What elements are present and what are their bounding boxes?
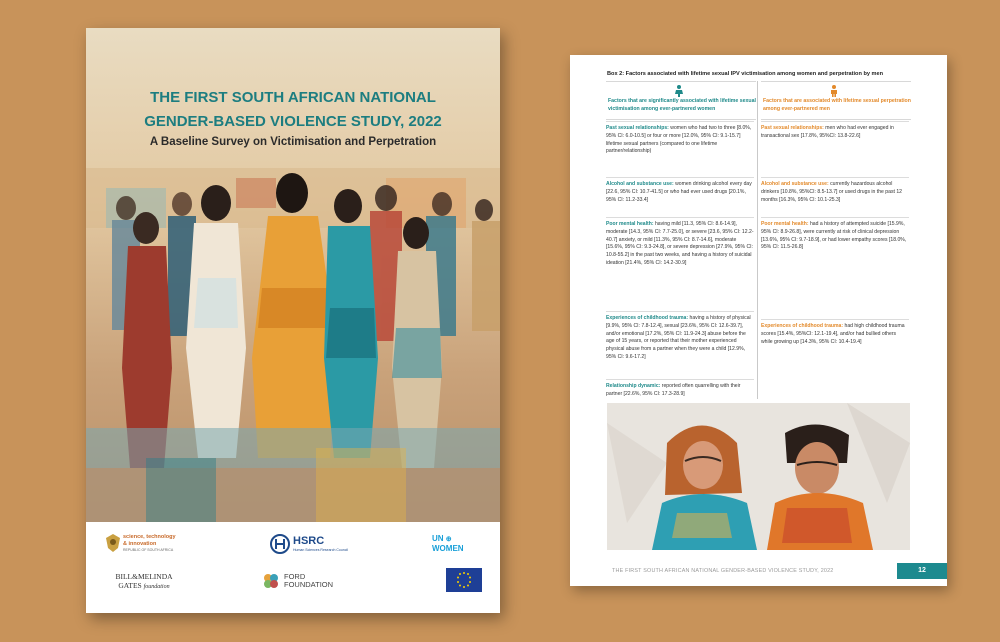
left-factor-item (606, 217, 754, 268)
page-number: 12 (897, 563, 947, 579)
page-footer (570, 560, 947, 586)
women-column-header (606, 81, 756, 120)
eu-flag-icon (446, 568, 482, 592)
factor-text: had a history of attempted suicide [15.9%, 95% CI: 8.9-26.8], were currently at risk of clinical depression [13.6%, 95% CI: 9.7-18.9], or had lower empathy scores [18.0%, 95% CI: 11.5-26.8] (761, 221, 907, 251)
factor-text: had high childhood trauma scores [15.4%, 95%CI: 12.1-19.4], and/or had bullied others while growing up [14.3%, 95% CI: 10.4-19.4] (761, 323, 905, 345)
box-caption: Box 2: Factors associated with lifetime sexual IPV victimisation among women and perpetration by men (607, 71, 884, 77)
factor-label: Experiences of childhood trauma: (761, 323, 844, 329)
right-factor-item (761, 319, 909, 346)
coat-of-arms-icon (106, 534, 120, 552)
column-divider (757, 81, 758, 399)
right-factor-item (761, 177, 909, 204)
ford-line2: FOUNDATION (284, 580, 334, 589)
factor-text: currently hazardous alcohol drinkers [10.8%, 95%CI: 8.5-13.7] or used drugs in the past 12 months [16.3%, 95% CI: 10.1-25.3] (761, 181, 903, 203)
women-victimisation-column (606, 81, 756, 397)
cover-title-line1: THE FIRST SOUTH AFRICAN NATIONAL (150, 89, 436, 106)
couple-illustration (607, 403, 910, 550)
left-factor-item (606, 121, 754, 156)
factor-text: men who had ever engaged in transactional sex [17.8%, 95%CI: 13.8-22.6] (761, 125, 894, 139)
factor-text: reported often quarrelling with their partner [22.6%, 95% CI: 17.3-28.9] (606, 383, 741, 397)
unwomen-logo (432, 534, 482, 553)
logo-strip (86, 522, 500, 613)
cover-title-line2: GENDER-BASED VIOLENCE STUDY, 2022 (144, 113, 442, 130)
factor-label: Poor mental health: (761, 221, 809, 227)
dsti-line3: REPUBLIC OF SOUTH AFRICA (123, 548, 174, 552)
cover-title (86, 86, 500, 134)
ford-emblem-icon (262, 572, 280, 590)
men-column-header-text: Factors that are associated with lifetime sexual perpetration among ever-partnered men (763, 98, 911, 112)
men-column-header (761, 81, 911, 120)
left-factor-item (606, 177, 754, 204)
footer-title: THE FIRST SOUTH AFRICAN NATIONAL GENDER-BASED VIOLENCE STUDY, 2022 (612, 568, 834, 574)
men-perpetration-column (761, 81, 911, 345)
factor-label: Poor mental health: (606, 221, 654, 227)
cover-subtitle: A Baseline Survey on Victimisation and Perpetration (149, 136, 437, 148)
man-icon (829, 85, 839, 97)
factor-text: having mild [11.3, 95% CI: 8.6-14.9], moderate [14.3, 95% CI: 7.7-25.0], or severe [23.6, 95% CI: 12.2-40.7] anxiety, or mild [11.3%, 95% CI: 8.7-14.6], moderate [15.6%, 95% CI: 9.3-24.8], or severe depression [27.9%, 95% CI: 10.8-55.2] in the past two weeks, and having a history of suicidal ideation [21.4%, 95% CI: 14.2-30.9] (606, 221, 754, 266)
unwomen-women: WOMEN (432, 544, 464, 553)
factor-label: Past sexual relationships: (606, 125, 669, 131)
right-factor-item (761, 121, 909, 141)
hsrc-subtitle: Human Sciences Research Council (293, 548, 349, 552)
left-factor-item (606, 379, 754, 399)
left-factor-item (606, 311, 754, 362)
dsti-line2: & innovation (123, 540, 157, 547)
factor-label: Experiences of childhood trauma: (606, 315, 689, 321)
gates-line1: BILL&MELINDA (115, 572, 173, 581)
gates-foundation-logo (104, 572, 184, 590)
report-cover (86, 28, 500, 613)
factor-label: Alcohol and substance use: (606, 181, 674, 187)
factor-text: having a history of physical [9.9%, 95% CI: 7.8-12.4], sexual [23.6%, 95% CI: 12.6-39.7], and/or emotional [17.2%, 95% CI: 11.9-24.3] abuse before the age of 15 years, or reported that their mother experienced physical abuse from a partner when they were a child [12.9%, 95% CI: 9.6-17.2] (606, 315, 751, 360)
unwomen-un: UN (432, 534, 444, 543)
report-page (570, 55, 947, 586)
factor-text: women who had two to three [8.0%, 95% CI: 6.0-10.5] or four or more [12.0%, 95% CI: 9.1-15.7] lifetime sexual partners (compared to one lifetime partner/relationship) (606, 125, 752, 155)
gates-line2: GATES (118, 581, 142, 590)
factor-label: Past sexual relationships: (761, 125, 824, 131)
women-column-header-text: Factors that are significantly associated with lifetime sexual victimisation among ever-partnered women (608, 98, 756, 112)
un-emblem-icon: ⊕ (445, 536, 452, 543)
right-factor-item (761, 217, 909, 252)
woman-icon (674, 85, 684, 97)
hsrc-name: HSRC (293, 535, 325, 547)
ford-line1: FORD (284, 572, 306, 581)
gates-line3: foundation (143, 584, 170, 590)
hsrc-emblem-icon (270, 534, 290, 554)
dsti-line1: science, technology (123, 534, 176, 540)
factor-label: Relationship dynamic: (606, 383, 661, 389)
factor-label: Alcohol and substance use: (761, 181, 829, 187)
couple-painting-image (607, 403, 910, 550)
factor-text: women drinking alcohol every day [22.6, 95% CI: 10.7-41.5] or who had ever used drugs [20.1%, 95% CI: 11.2-33.4] (606, 181, 752, 203)
